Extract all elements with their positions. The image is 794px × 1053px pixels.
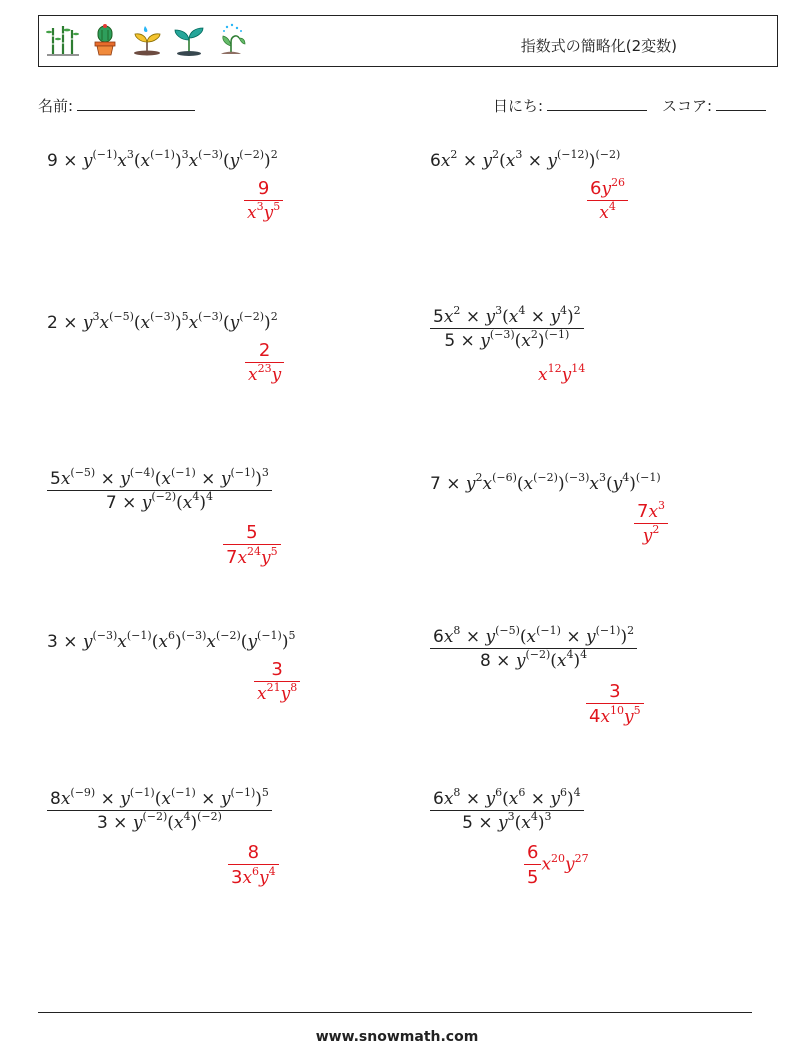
- bamboo-icon: [45, 22, 81, 58]
- problem-1-answer: $\frac{9}{x^3y^5}$: [244, 178, 283, 223]
- problem-10-question: $\frac{6x^8 \times y^6(x^6 \times y^6)^4}{5 \times y^3(x^4)^3}$: [430, 789, 584, 833]
- score-field: [662, 95, 766, 116]
- problem-7-answer: $\frac{3}{x^{21}y^8}$: [254, 659, 300, 704]
- problem-3-question: $2 \times y^3x^{(-5)}(x^{(-3)})^5x^{(-3)}(y^{(-2)})^2$: [47, 310, 278, 333]
- problem-1-question: $9 \times y^{(-1)}x^3(x^{(-1)})^3x^{(-3)}(y^{(-2)})^2$: [47, 148, 278, 171]
- cactus-pot-icon: [87, 22, 123, 58]
- problem-10-answer: $\frac{6}{5}$ $x^{20}y^{27}$: [524, 842, 589, 888]
- footer-url[interactable]: www.snowmath.com: [315, 1029, 479, 1045]
- problem-5-answer: $\frac{5}{7x^{24}y^5}$: [223, 522, 281, 568]
- footer-divider: [38, 1012, 752, 1013]
- worksheet-title: 指数式の簡略化(2変数): [520, 37, 677, 55]
- problem-8-question: $\frac{6x^8 \times y^{(-5)}(x^{(-1)} \times y^{(-1)})^2}{8 \times y^{(-2)}(x^4)^4}$: [430, 627, 637, 671]
- worksheet-header: [38, 15, 778, 67]
- problem-6-question: $7 \times y^2x^{(-6)}(x^{(-2)})^{(-3)}x^3(y^4)^{(-1)}$: [430, 471, 661, 494]
- problem-4-answer: $x^{12}y^{14}$: [538, 362, 586, 385]
- sprout-yellow-icon: [129, 22, 165, 58]
- name-field: [38, 95, 195, 116]
- problem-9-answer: $\frac{8}{3x^6y^4}$: [228, 842, 279, 888]
- name-label: 名前:: [38, 97, 74, 115]
- problem-2-question: $6x^2 \times y^2(x^3 \times y^{(-12)})^{(-2)}$: [430, 148, 621, 171]
- problem-2-answer: $\frac{6y^{26}}{x^4}$: [587, 178, 628, 223]
- sprout-green-icon: [171, 22, 207, 58]
- watering-plant-icon: [213, 22, 249, 58]
- score-label: スコア:: [662, 97, 713, 115]
- problem-9-question: $\frac{8x^{(-9)} \times y^{(-1)}(x^{(-1)} \times y^{(-1)})^5}{3 \times y^{(-2)}(x^4)^{(-2)}}$: [47, 789, 272, 833]
- problem-8-answer: $\frac{3}{4x^{10}y^5}$: [586, 681, 644, 727]
- score-blank[interactable]: [716, 97, 766, 111]
- problem-7-question: $3 \times y^{(-3)}x^{(-1)}(x^6)^{(-3)}x^{(-2)}(y^{(-1)})^5$: [47, 629, 296, 652]
- name-blank[interactable]: [77, 97, 195, 111]
- date-label: 日にち:: [493, 97, 544, 115]
- problem-3-answer: $\frac{2}{x^{23}y}$: [245, 340, 284, 385]
- date-blank[interactable]: [547, 97, 647, 111]
- problem-4-question: $\frac{5x^2 \times y^3(x^4 \times y^4)^2}{5 \times y^{(-3)}(x^2)^{(-1)}}$: [430, 307, 584, 351]
- date-field: [493, 95, 647, 116]
- problem-6-answer: $\frac{7x^3}{y^2}$: [634, 501, 668, 546]
- header-icons: [45, 22, 249, 58]
- problem-5-question: $\frac{5x^{(-5)} \times y^{(-4)}(x^{(-1)} \times y^{(-1)})^3}{7 \times y^{(-2)}(x^4)^4}$: [47, 469, 272, 513]
